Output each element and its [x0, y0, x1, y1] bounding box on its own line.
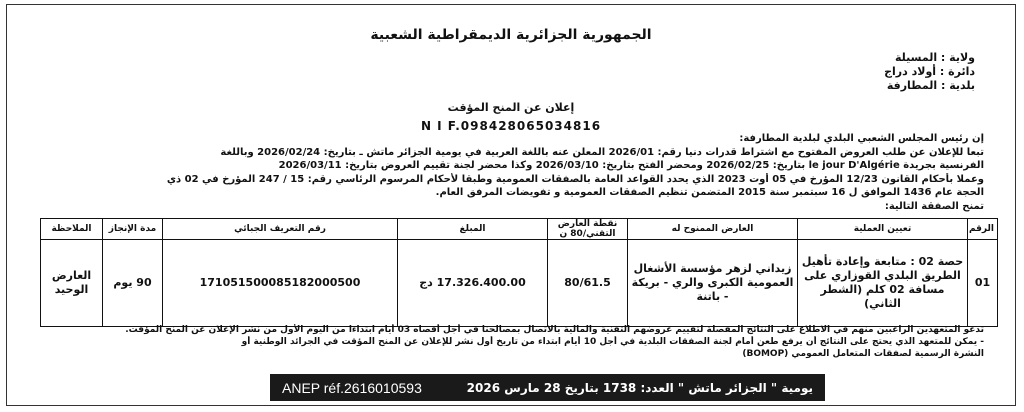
header-score: نقطة العارض التقني/80 ن: [548, 219, 628, 240]
nif-number: N I F.098428065034816: [420, 119, 602, 133]
cell-bidder: زيداني لزهر مؤسسة الأشغال العمومية الكبرى والري - بريكة - باتنة: [628, 240, 798, 327]
footnote-line: النشرة الرسمية لصفقات المتعامل العمومي (BOMOP): [742, 349, 984, 359]
footnote-line: تدعو المتعهدين الراغبين منهم في الاطلاع على النتائج المفصلة لتقييم عروضهم التقنية والمالية بالاتصال بمصالحنا في أجل أقصاه 03 أيام ابتداءا من اليوم الأول من نشر الإعلان عن المنح المؤقت.: [125, 325, 984, 335]
header-fiscal-id: رقم التعريف الجبائي: [163, 219, 398, 240]
body-line: الحجة عام 1436 الموافق ل 16 سبتمبر سنة 2015 المتضمن تنظيم الصفقات العمومية و تفويضات المرفق العام.: [435, 187, 984, 198]
cell-score: 80/61.5: [548, 240, 628, 327]
award-table: [40, 218, 998, 327]
publication-footer: [270, 374, 825, 401]
newspaper-source: يومية " الجزائر ماتش " العدد: 1738 بتاريخ 28 مارس 2026: [466, 380, 813, 395]
cell-amount: 17.326.400.00 دج: [398, 240, 548, 327]
header-operation: تعيين العملية: [798, 219, 968, 240]
cell-note: العارض الوحيد: [41, 240, 103, 327]
body-line: إن رئيس المجلس الشعبي البلدي لبلدية المطارفة:: [739, 133, 984, 144]
anep-reference: ANEP réf.2616010593: [282, 379, 422, 396]
cell-duration: 90 يوم: [103, 240, 163, 327]
administrative-block: [884, 51, 975, 93]
republic-heading: الجمهورية الجزائرية الديمقراطية الشعبية: [370, 27, 652, 43]
wilaya-line: ولاية : المسيلة: [894, 51, 975, 64]
footnotes: [34, 324, 984, 360]
table-header-row: [41, 219, 998, 240]
cell-operation: حصة 02 : متابعة وإعادة تأهيل الطريق البلدي القوزاري على مسافة 02 كلم (الشطر الثاني): [798, 240, 968, 327]
header-duration: مدة الإنجاز: [103, 219, 163, 240]
header-bidder: العارض الممنوح له: [628, 219, 798, 240]
notice-body: [40, 132, 984, 213]
body-line: الفرنسية بجريدة le jour D'Algérie بتاريخ: 2026/02/25 ومحضر الفتح بتاريخ: 2026/03/10 وكذا محضر لجنة تقييم العروض بتاريخ: 2026/03/11: [278, 160, 984, 171]
daira-line: دائرة : أولاد دراج: [884, 65, 975, 78]
table-row: [41, 240, 998, 327]
footnote-line: - يمكن للمتعهد الذي يحتج على النتائج أن يرفع طعن أمام لجنة الصفقات البلدية في أجل 10 أيام ابتداء من تاريخ أول نشر للإعلان عن المنح المؤقت في الجرائد الوطنية أو: [241, 337, 984, 347]
body-line: تمنح الصفقة التالية:: [884, 200, 984, 212]
header-note: الملاحظة: [41, 219, 103, 240]
header-number: الرقم: [968, 219, 998, 240]
commune-line: بلدية : المطارفة: [886, 79, 975, 92]
cell-fiscal-id: 171051500085182000500: [163, 240, 398, 327]
body-line: وعملا بأحكام القانون 12/23 المؤرخ في 05 أوت 2023 الذي يحدد القواعد العامة بالصفقات العمومية وطبقا لأحكام المرسوم الرئاسي رقم: 15 / 247 المؤرخ في 02 ذي: [166, 173, 984, 185]
notice-title: إعلان عن المنح المؤقت: [447, 101, 575, 114]
header-amount: المبلغ: [398, 219, 548, 240]
cell-number: 01: [968, 240, 998, 327]
body-line: تبعا للإعلان عن طلب العروض المفتوح مع اشتراط قدرات دنيا رقم: 2026/01 المعلن عنه باللغة العربية في يومية الجزائر ماتش ـ بتاريخ: 2026/02/24 وباللغة: [220, 146, 984, 158]
